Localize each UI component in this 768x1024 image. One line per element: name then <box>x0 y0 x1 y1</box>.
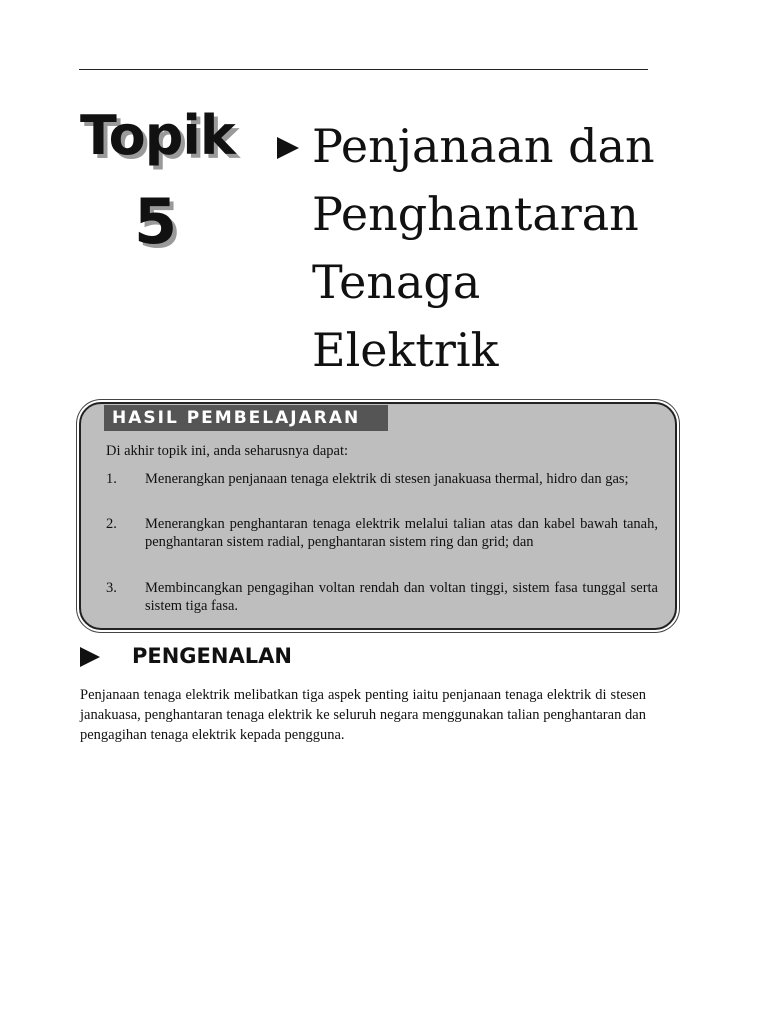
topic-title-line: Tenaga <box>312 255 481 309</box>
top-rule <box>79 69 648 70</box>
topic-label: Topik <box>80 104 235 167</box>
introduction-paragraph: Penjanaan tenaga elektrik melibatkan tiga aspek penting iaitu penjanaan tenaga elektrik di stesen janakuasa, penghantaran tenaga elektrik ke seluruh negara menggunakan talian penghantaran dan pengagihan tenaga elektrik kepada pengguna. <box>80 687 646 743</box>
learning-outcome-item <box>106 515 658 551</box>
learning-outcome-item <box>106 470 658 488</box>
learning-outcomes-intro: Di akhir topik ini, anda seharusnya dapat: <box>106 443 349 459</box>
topic-title-line: Elektrik <box>312 323 499 377</box>
outcome-text: Menerangkan penghantaran tenaga elektrik melalui talian atas dan kabel bawah tanah, penghantaran sistem radial, penghantaran sistem ring dan grid; dan <box>145 516 658 550</box>
topic-number: 5 <box>134 185 177 258</box>
learning-outcomes-header: HASIL PEMBELAJARAN <box>104 405 388 431</box>
topic-title <box>312 112 672 384</box>
section-heading: PENGENALAN <box>132 644 292 668</box>
outcome-number: 1. <box>106 471 117 487</box>
learning-outcome-item <box>106 579 658 615</box>
outcome-number: 3. <box>106 580 117 596</box>
outcome-number: 2. <box>106 516 117 532</box>
outcome-text: Membincangkan pengagihan voltan rendah dan voltan tinggi, sistem fasa tunggal serta sistem tiga fasa. <box>145 580 658 614</box>
topic-title-line: Penjanaan dan <box>312 119 655 173</box>
title-arrow-icon <box>277 137 299 159</box>
outcome-text: Menerangkan penjanaan tenaga elektrik di stesen janakuasa thermal, hidro dan gas; <box>145 471 629 487</box>
section-arrow-icon <box>80 647 100 667</box>
topic-title-line: Penghantaran <box>312 187 639 241</box>
